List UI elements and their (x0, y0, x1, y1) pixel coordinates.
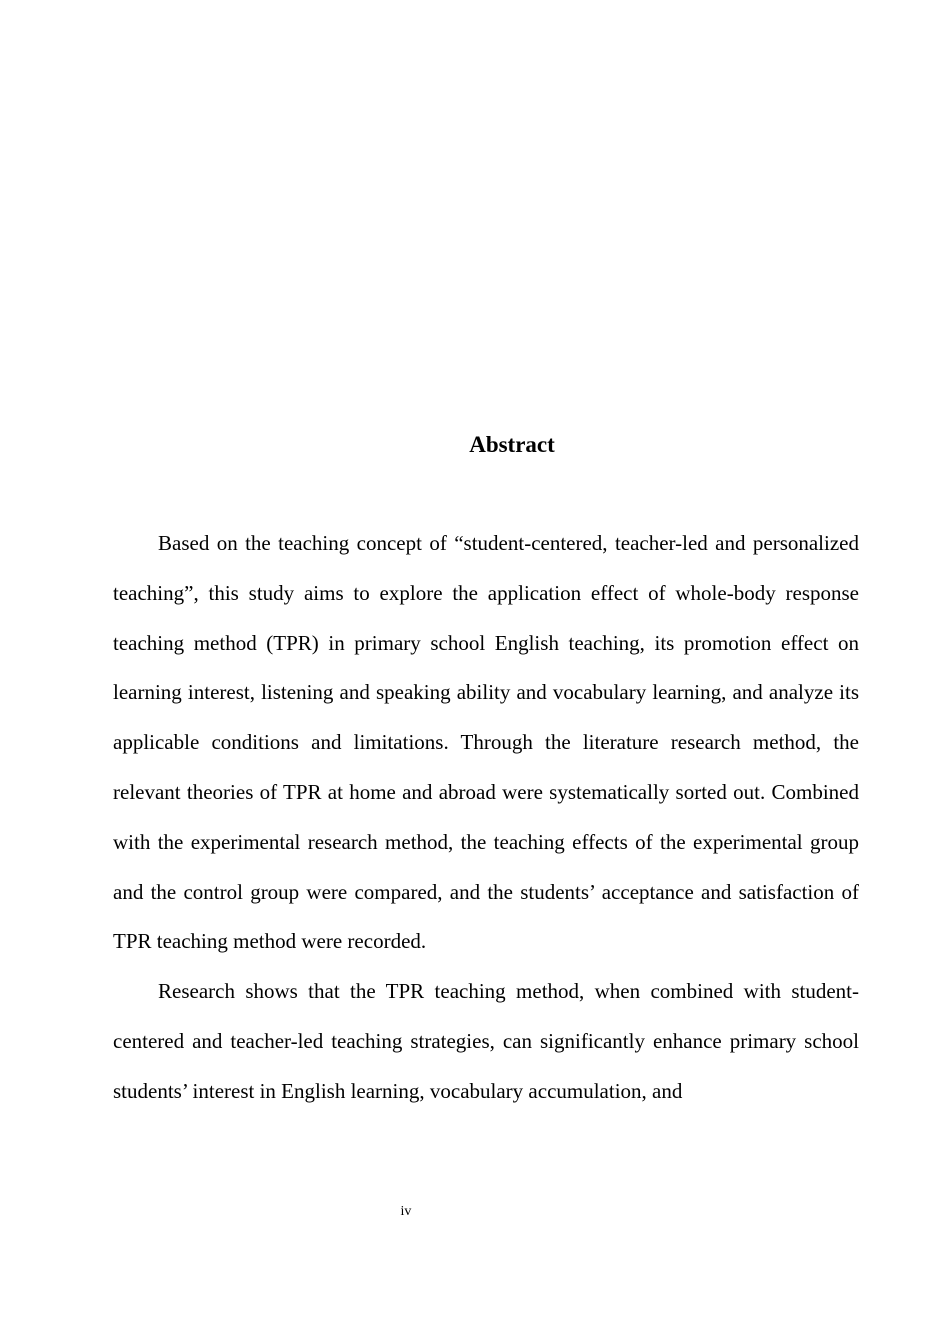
page-number: iv (400, 1204, 412, 1219)
abstract-body (113, 519, 859, 1117)
abstract-paragraph-1: Based on the teaching concept of “student-centered, teacher-led and personalized teaching”, this study aims to explore the application effect of whole-body response teaching method (TPR) in primary school English teaching, its promotion effect on learning interest, listening and speaking ability and vocabulary learning, and analyze its applicable conditions and limitations. Through the literature research method, the relevant theories of TPR at home and abroad were systematically sorted out. Combined with the experimental research method, the teaching effects of the experimental group and the control group were compared, and the students’ acceptance and satisfaction of TPR teaching method were recorded. (113, 531, 859, 954)
abstract-title: Abstract (469, 432, 555, 457)
abstract-paragraph-2: Research shows that the TPR teaching method, when combined with student-centered and teacher-led teaching strategies, can significantly enhance primary school students’ interest in English learning, vocabulary accumulation, and (113, 979, 859, 1103)
